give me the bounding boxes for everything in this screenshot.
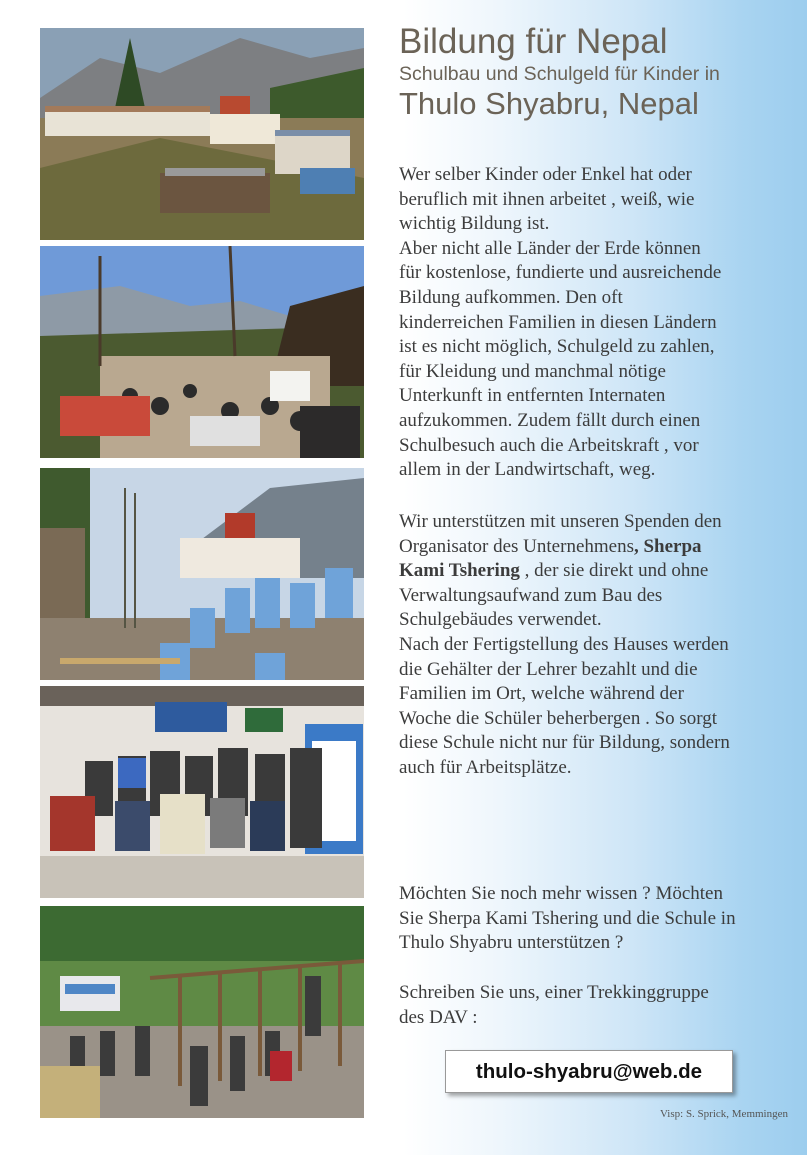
page-subtitle: Schulbau und Schulgeld für Kinder in [399,63,720,85]
donation-text-b: , der sie direkt und ohne Verwaltungsaufwand zum Bau des Schulgebäudes verwendet. Nach der Fertigstellung des Hauses werden die Gehälter der Lehrer bezahlt und die Familien im Ort, welche während der Woche die Schüler beherbergen . So sorgt diese Schule nicht nur für Bildung, sondern auch für Arbeitsplätze. [399,560,730,778]
intro-paragraph: Wer selber Kinder oder Enkel hat oder beruflich mit ihnen arbeitet , weiß, wie wichtig Bildung ist. Aber nicht alle Länder der Erde können für kostenlose, fundierte und ausreichende Bildung aufkommen. Den oft kinderreichen Familien in diesen Ländern ist es nicht möglich, Schulgeld zu zahlen, für Kleidung und manchmal nötige Unterkunft in entfernten Internaten aufzukommen. Zudem fällt durch einen Schulbesuch auch die Arbeitskraft , vor allem in der Landwirtschaft, weg. [399,164,722,481]
organizer-name: , Sherpa Kami Tshering [399,535,702,582]
photo-village [40,28,364,240]
photo-outdoor-class [40,246,364,458]
photo-construction-kids [40,468,364,680]
title-block [399,22,720,122]
page-title: Bildung für Nepal [399,22,668,61]
credit-line: Visp: S. Sprick, Memmingen [660,1108,788,1120]
contact-paragraph: Schreiben Sie uns, einer Trekkinggruppe des DAV : [399,982,709,1028]
question-paragraph: Möchten Sie noch mehr wissen ? Möchten Sie Sherpa Kami Tshering und die Schule in Thulo Shyabru unterstützen ? [399,883,736,954]
photo-building-crew [40,906,364,1118]
page-location: Thulo Shyabru, Nepal [399,86,699,121]
donation-text-a: Wir unterstützen mit unseren Spenden den Organisator des Unternehmens [399,511,722,557]
email-address[interactable]: thulo-shyabru@web.de [445,1050,733,1093]
donation-paragraph [399,510,799,781]
photo-group-portrait [40,686,364,898]
